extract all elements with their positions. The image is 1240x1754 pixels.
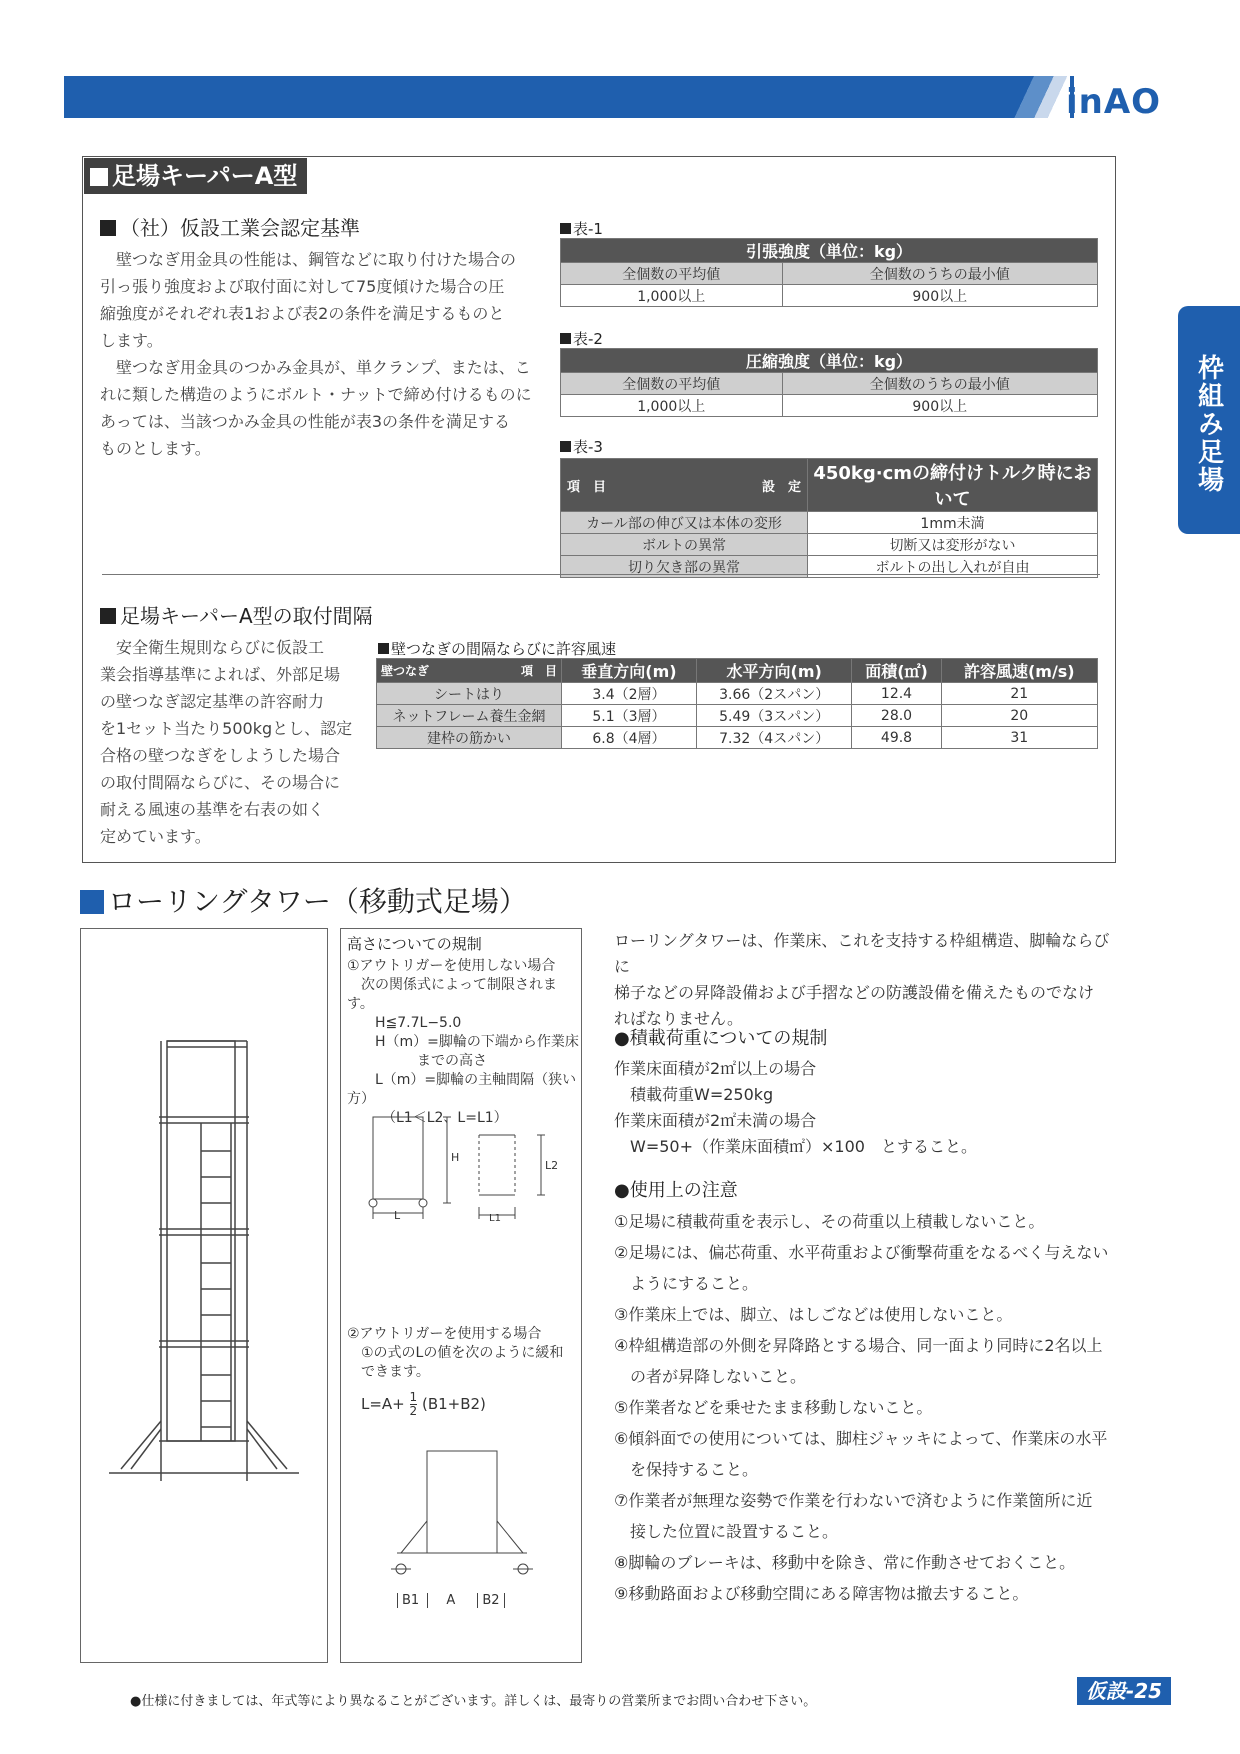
side-tab [1178,306,1240,534]
table-cell: 20 [941,705,1097,727]
table-cell: 1mm未満 [808,512,1098,534]
square-icon [100,608,116,624]
section-divider [102,574,1100,575]
text-line: 安全衛生規則ならびに仮設工 [116,638,325,657]
list-item: 接した位置に設置すること。 [614,1522,839,1541]
text-line: 壁つなぎ用金具のつかみ金具が、単クランプ、または、こ [116,358,531,377]
table-cell: 900以上 [782,395,1098,417]
table-row-label: シートはり [377,683,562,705]
table1-label [560,218,603,239]
heading-standard-text: （社）仮設工業会認定基準 [120,216,360,240]
table-cell: 31 [941,727,1097,749]
diagram-label-l1: L1 [489,1213,501,1222]
text-line: までの高さ [347,1053,487,1069]
rolling-tower-title [80,880,527,920]
table-cell: 3.66（2スパン） [696,683,852,705]
text-line: H≦7.7L−5.0 [347,1015,462,1031]
heading-interval [100,600,373,629]
table-cell: 1,000以上 [561,285,783,307]
formula-fraction [410,1391,418,1418]
list-item: の者が昇降しないこと。 [614,1367,807,1386]
rolling-tower-intro [614,928,1124,1032]
table-header-cell: 全個数のうちの最小値 [782,373,1098,395]
table-cell: 12.4 [852,683,941,705]
header-bar [64,76,1074,118]
table-header-cell: 垂直方向(m) [562,659,697,683]
table-header-cell: 全個数のうちの最小値 [782,263,1098,285]
load-heading: ●積載荷重についての規制 [614,1028,828,1049]
text-line: します。 [100,331,163,350]
height-rules-pane [340,928,582,1663]
text-line: （L1＜L2、L=L1） [347,1110,508,1126]
footer-note: ●仕様に付きましては、年式等により異なることがございます。詳しくは、最寄りの営業所までお問い合わせ下さい。 [130,1694,817,1709]
diagram-label-l: L [394,1209,401,1222]
text-line: を1セット当たり500kgとし、認定 [100,719,353,738]
rule2-diagram [361,1441,561,1581]
heading-standard [100,212,360,241]
table1-title: 引張強度（単位：kg） [561,239,1098,263]
text-line: 梯子などの昇降設備および手摺などの防護設備を備えたものでなけ [614,983,1095,1002]
corner-right-text: 設 定 [761,479,801,495]
table-header-cell: 面積(㎡) [852,659,941,683]
text-line: ればなりません。 [614,1009,743,1028]
table4-label [378,638,616,659]
section-tag [84,158,307,194]
text-line: 縮強度がそれぞれ表1および表2の条件を満足するものと [100,304,505,323]
list-item: を保持すること。 [614,1460,759,1479]
text-line: ①の式のLの値を次のように緩和 [347,1345,564,1361]
table-row-label: カール部の伸び又は本体の変形 [561,512,808,534]
table-cell: 5.1（3層） [562,705,697,727]
text-line: L（m）=脚輪の主軸間隔（狭い方） [347,1072,577,1107]
table1 [560,238,1098,307]
text-line: 業会指導基準によれば、外部足場 [100,665,341,684]
list-item: ようにすること。 [614,1274,759,1293]
text-line: できます。 [347,1364,430,1380]
square-icon [80,890,104,914]
caution-heading: ●使用上の注意 [614,1180,738,1201]
table3-label [560,436,603,457]
caution-list [614,1206,1134,1609]
table-cell: 1,000以上 [561,395,783,417]
header-bar-fade [1010,76,1070,118]
diagram-label-l2: L2 [545,1159,559,1172]
formula-denominator: 2 [409,1404,418,1418]
text-line: 次の関係式によって制限されます。 [347,977,557,1012]
diagram-label-a: A [427,1593,473,1608]
text-line: ②アウトリガーを使用する場合 [347,1326,542,1342]
list-item: ⑥傾斜面での使用については、脚柱ジャッキによって、作業床の水平 [614,1429,1108,1448]
table-row [377,727,1098,749]
text-line: 作業床面積が2㎡以上の場合 [614,1059,817,1078]
table-cell: 切断又は変形がない [808,534,1098,556]
text-line: の取付間隔ならびに、その場合に [100,773,341,792]
table3-corner-cell [561,459,808,512]
square-icon [378,643,389,654]
section-tag-label: 足場キーパーA型 [112,162,298,190]
company-logo: inAO [1066,82,1162,122]
text-line: 合格の壁つなぎをしようした場合 [100,746,341,765]
table4-label-text: 壁つなぎの間隔ならびに許容風速 [391,640,617,658]
heading-interval-text: 足場キーパーA型の取付間隔 [120,604,373,628]
table-row [377,683,1098,705]
table-cell: 21 [941,683,1097,705]
list-item: ②足場には、偏芯荷重、水平荷重および衝撃荷重をなるべく与えない [614,1243,1109,1262]
square-icon [560,333,571,344]
table-header-cell: 全個数の平均値 [561,263,783,285]
text-line: あっては、当該つかみ金具の性能が表3の条件を満足する [100,412,511,431]
list-item: ⑨移動路面および移動空間にある障害物は撤去すること。 [614,1584,1029,1603]
table-row-label: ボルトの異常 [561,534,808,556]
table2-label [560,328,603,349]
interval-paragraph [100,634,360,850]
table4-corner-cell [377,659,562,683]
table-cell: 7.32（4スパン） [696,727,852,749]
table2-title: 圧縮強度（単位：kg） [561,349,1098,373]
formula-part-a: L=A+ [361,1395,405,1413]
rule2-text [347,1325,579,1382]
table-cell: 6.8（4層） [562,727,697,749]
rule1-diagram [351,1107,571,1222]
text-line: ローリングタワーは、作業床、これを支持する枠組構造、脚輪ならびに [614,931,1110,976]
table3 [560,458,1098,578]
diagram-label-b2: B2 [477,1593,504,1608]
table-cell: 28.0 [852,705,941,727]
table3-label-text: 表-3 [573,438,603,456]
text-line: W=50+（作業床面積㎡）×100 とすること。 [614,1137,977,1156]
text-line: 定めています。 [100,827,211,846]
rolling-tower-illustration [81,929,327,1662]
table-row-label: 建枠の筋かい [377,727,562,749]
list-item: ⑦作業者が無理な姿勢で作業を行わないで済むように作業箇所に近 [614,1491,1093,1510]
rule1-text [347,957,579,1128]
table-cell: 49.8 [852,727,941,749]
text-line: 壁つなぎ用金具の性能は、鋼管などに取り付けた場合の [116,250,517,269]
formula-part-b: (B1+B2) [421,1395,486,1413]
table4 [376,658,1098,749]
text-line: の壁つなぎ認定基準の許容耐力 [100,692,325,711]
table-cell: 900以上 [782,285,1098,307]
table-header-cell: 水平方向(m) [696,659,852,683]
table-row [377,705,1098,727]
square-icon [560,441,571,452]
load-rules [614,1056,1124,1160]
text-line: ものとします。 [100,439,211,458]
table1-label-text: 表-1 [573,220,603,238]
tower-illustration-pane [80,928,328,1663]
text-line: 作業床面積が2㎡未満の場合 [614,1111,817,1130]
text-line: 耐える風速の基準を右表の如く [100,800,325,819]
table-cell: 5.49（3スパン） [696,705,852,727]
formula-numerator: 1 [409,1390,418,1404]
diagram-label-b1: B1 [397,1593,423,1608]
list-item: ⑧脚輪のブレーキは、移動中を除き、常に作動させておくこと。 [614,1553,1076,1572]
square-icon [560,223,571,234]
height-rules-title: 高さについての規制 [347,935,482,953]
corner-right-text: 項 目 [520,664,557,678]
table-row-label: 切り欠き部の異常 [561,556,808,578]
table3-title: 450kg·cmの締付けトルク時において [808,459,1098,512]
table-header-cell: 全個数の平均値 [561,373,783,395]
table-cell: 3.4（2層） [562,683,697,705]
rolling-tower-title-text: ローリングタワー（移動式足場） [108,885,527,918]
table-cell: ボルトの出し入れが自由 [808,556,1098,578]
standard-paragraph [100,246,532,462]
text-line: ①アウトリガーを使用しない場合 [347,958,556,974]
square-icon [100,220,116,236]
table-header-cell: 許容風速(m/s) [941,659,1097,683]
text-line: れに類した構造のようにボルト・ナットで締め付けるものに [100,385,532,404]
text-line: 引っ張り強度および取付面に対して75度傾けた場合の圧 [100,277,505,296]
rule2-dimension-labels [397,1593,577,1608]
corner-left-text: 項 目 [567,479,607,495]
table2 [560,348,1098,417]
square-icon [90,168,108,186]
side-tab-label: 枠組み足場 [1193,354,1224,494]
table-row-label: ネットフレーム養生金網 [377,705,562,727]
list-item: ④枠組構造部の外側を昇降路とする場合、同一面より同時に2名以上 [614,1336,1103,1355]
page-number: 仮設-25 [1077,1677,1171,1705]
text-line: 積載荷重W=250kg [614,1085,774,1104]
list-item: ①足場に積載荷重を表示し、その荷重以上積載しないこと。 [614,1212,1045,1231]
list-item: ③作業床上では、脚立、はしごなどは使用しないこと。 [614,1305,1013,1324]
text-line: H（m）=脚輪の下端から作業床 [347,1034,579,1050]
table2-label-text: 表-2 [573,330,603,348]
formula [361,1391,486,1418]
diagram-label-h: H [451,1151,460,1164]
corner-left-text: 壁つなぎ [381,664,430,678]
list-item: ⑤作業者などを乗せたまま移動しないこと。 [614,1398,933,1417]
